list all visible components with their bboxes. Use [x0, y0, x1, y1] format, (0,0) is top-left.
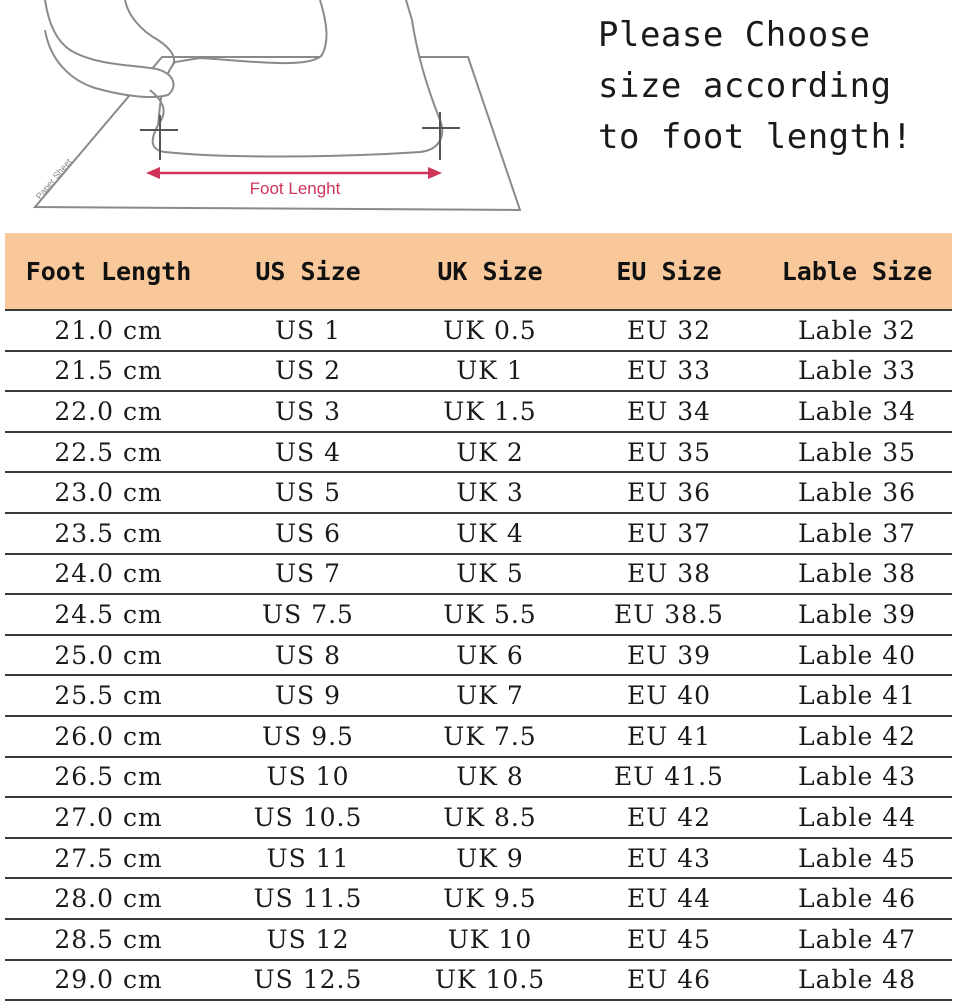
cell-lable-size: Lable 37 [762, 513, 952, 554]
cell-uk-size: UK 5.5 [404, 594, 576, 635]
cell-foot-length: 21.5 cm [5, 351, 212, 392]
cell-lable-size: Lable 40 [762, 635, 952, 676]
table-row [5, 310, 952, 351]
cell-us-size: US 9.5 [212, 716, 404, 757]
cell-eu-size: EU 37 [576, 513, 762, 554]
cell-lable-size: Lable 45 [762, 838, 952, 879]
cell-lable-size: Lable 48 [762, 960, 952, 1001]
cell-lable-size: Lable 35 [762, 432, 952, 473]
cell-us-size: US 11.5 [212, 878, 404, 919]
cell-uk-size: UK 7 [404, 675, 576, 716]
cell-eu-size: EU 45 [576, 919, 762, 960]
header-foot-length: Foot Length [5, 233, 212, 310]
cell-lable-size: Lable 39 [762, 594, 952, 635]
header-us-size: US Size [212, 233, 404, 310]
cell-foot-length: 23.5 cm [5, 513, 212, 554]
cell-foot-length: 25.0 cm [5, 635, 212, 676]
table-row [5, 878, 952, 919]
cell-us-size: US 12 [212, 919, 404, 960]
cell-lable-size: Lable 34 [762, 391, 952, 432]
cell-lable-size: Lable 44 [762, 797, 952, 838]
hand-outline [45, 0, 174, 97]
cell-eu-size: EU 39 [576, 635, 762, 676]
cell-foot-length: 22.5 cm [5, 432, 212, 473]
cell-lable-size: Lable 36 [762, 472, 952, 513]
cell-us-size: US 10 [212, 757, 404, 798]
cell-us-size: US 11 [212, 838, 404, 879]
table-row [5, 838, 952, 879]
cell-uk-size: UK 7.5 [404, 716, 576, 757]
table-row [5, 554, 952, 595]
foot-outline [153, 0, 443, 157]
cell-uk-size: UK 1.5 [404, 391, 576, 432]
cell-lable-size: Lable 32 [762, 310, 952, 351]
cell-uk-size: UK 8.5 [404, 797, 576, 838]
table-row [5, 797, 952, 838]
cell-lable-size: Lable 46 [762, 878, 952, 919]
cell-foot-length: 23.0 cm [5, 472, 212, 513]
cell-foot-length: 29.0 cm [5, 960, 212, 1001]
instruction-line-1: Please Choose [598, 15, 871, 55]
cell-lable-size: Lable 42 [762, 716, 952, 757]
cell-us-size: US 9 [212, 675, 404, 716]
table-row [5, 919, 952, 960]
foot-measuring-illustration [0, 0, 540, 232]
cell-us-size: US 6 [212, 513, 404, 554]
cell-uk-size: UK 4 [404, 513, 576, 554]
table-row [5, 675, 952, 716]
cell-uk-size: UK 2 [404, 432, 576, 473]
cell-us-size: US 12.5 [212, 960, 404, 1001]
cell-uk-size: UK 5 [404, 554, 576, 595]
cell-lable-size: Lable 38 [762, 554, 952, 595]
measure-label: Foot Lenght [249, 179, 341, 198]
cell-foot-length: 22.0 cm [5, 391, 212, 432]
cell-us-size: US 7.5 [212, 594, 404, 635]
cell-lable-size: Lable 33 [762, 351, 952, 392]
cell-eu-size: EU 34 [576, 391, 762, 432]
cell-uk-size: UK 9.5 [404, 878, 576, 919]
cell-eu-size: EU 35 [576, 432, 762, 473]
cell-us-size: US 7 [212, 554, 404, 595]
table-row [5, 351, 952, 392]
cell-lable-size: Lable 43 [762, 757, 952, 798]
cell-us-size: US 8 [212, 635, 404, 676]
cell-eu-size: EU 41.5 [576, 757, 762, 798]
cell-lable-size: Lable 41 [762, 675, 952, 716]
cell-eu-size: EU 42 [576, 797, 762, 838]
cell-uk-size: UK 8 [404, 757, 576, 798]
cell-eu-size: EU 41 [576, 716, 762, 757]
cell-foot-length: 27.5 cm [5, 838, 212, 879]
instruction-line-2: size according [598, 66, 892, 106]
header-uk-size: UK Size [404, 233, 576, 310]
cell-foot-length: 24.5 cm [5, 594, 212, 635]
cell-uk-size: UK 10 [404, 919, 576, 960]
cell-uk-size: UK 6 [404, 635, 576, 676]
cell-us-size: US 1 [212, 310, 404, 351]
cell-foot-length: 26.5 cm [5, 757, 212, 798]
table-row [5, 513, 952, 554]
cell-foot-length: 26.0 cm [5, 716, 212, 757]
cell-us-size: US 2 [212, 351, 404, 392]
measure-arrow-left-head [146, 167, 160, 179]
cell-us-size: US 5 [212, 472, 404, 513]
cell-us-size: US 3 [212, 391, 404, 432]
header-eu-size: EU Size [576, 233, 762, 310]
cell-foot-length: 27.0 cm [5, 797, 212, 838]
paper-sheet-label: Paper Sheet [33, 156, 74, 202]
table-row [5, 432, 952, 473]
top-section [0, 0, 955, 232]
cell-eu-size: EU 40 [576, 675, 762, 716]
cell-eu-size: EU 44 [576, 878, 762, 919]
table-row [5, 716, 952, 757]
cell-eu-size: EU 46 [576, 960, 762, 1001]
size-instruction [598, 10, 948, 163]
size-chart-header [5, 233, 952, 310]
table-row [5, 635, 952, 676]
cell-eu-size: EU 32 [576, 310, 762, 351]
cell-us-size: US 10.5 [212, 797, 404, 838]
cell-eu-size: EU 38 [576, 554, 762, 595]
cell-uk-size: UK 1 [404, 351, 576, 392]
cell-foot-length: 21.0 cm [5, 310, 212, 351]
cell-us-size: US 4 [212, 432, 404, 473]
cell-uk-size: UK 0.5 [404, 310, 576, 351]
cell-eu-size: EU 33 [576, 351, 762, 392]
cell-lable-size: Lable 47 [762, 919, 952, 960]
table-row [5, 960, 952, 1001]
table-row [5, 391, 952, 432]
cell-eu-size: EU 38.5 [576, 594, 762, 635]
cell-eu-size: EU 43 [576, 838, 762, 879]
cell-uk-size: UK 10.5 [404, 960, 576, 1001]
measure-arrow-right-head [428, 167, 442, 179]
cell-foot-length: 24.0 cm [5, 554, 212, 595]
cell-foot-length: 28.5 cm [5, 919, 212, 960]
table-row [5, 757, 952, 798]
cell-uk-size: UK 9 [404, 838, 576, 879]
cell-eu-size: EU 36 [576, 472, 762, 513]
table-row [5, 472, 952, 513]
instruction-line-3: to foot length! [598, 117, 913, 157]
header-lable-size: Lable Size [762, 233, 952, 310]
table-row [5, 594, 952, 635]
cell-foot-length: 25.5 cm [5, 675, 212, 716]
size-chart-table [5, 233, 952, 1001]
cell-foot-length: 28.0 cm [5, 878, 212, 919]
cell-uk-size: UK 3 [404, 472, 576, 513]
